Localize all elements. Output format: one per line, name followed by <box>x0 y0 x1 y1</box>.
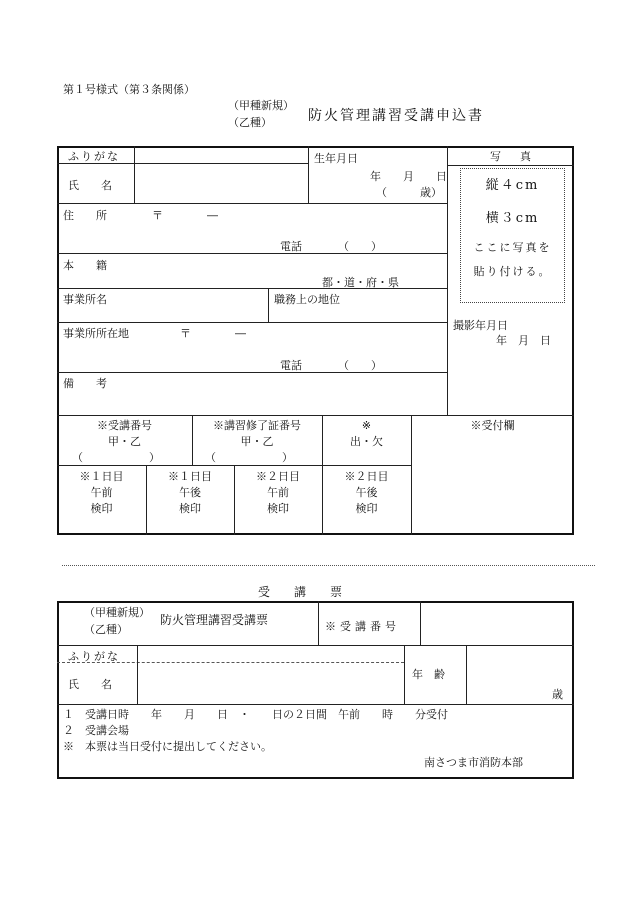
day1-pm-time: 午後 <box>179 486 201 499</box>
ticket-type-otsu: （乙種） <box>84 623 128 636</box>
age-paren: （ 歳） <box>376 186 442 199</box>
day1-am-seal: 検印 <box>90 502 113 515</box>
name-label: 氏 名 <box>68 179 112 192</box>
office-phone-label: 電話 <box>280 359 302 372</box>
ticket-venue-line: ２ 受講会場 <box>63 724 129 737</box>
day1-pm-seal: 検印 <box>179 502 201 515</box>
phone-paren: （ ） <box>338 240 382 253</box>
reg-kotsu: 甲・乙 <box>108 435 141 448</box>
day2-am-seal: 検印 <box>267 502 289 515</box>
reg-paren: （ ） <box>72 451 160 464</box>
attendance-mark: ※ <box>361 419 372 432</box>
cert-kotsu: 甲・乙 <box>240 435 274 448</box>
type-new-label: （甲種新規） <box>228 99 294 112</box>
office-address-label: 事業所所在地 <box>63 327 129 340</box>
type-otsu-label: （乙種） <box>228 116 272 129</box>
address-label: 住 所 <box>63 209 107 222</box>
photo-date-label: 撮影年月日 <box>453 319 508 332</box>
photo-instruction-1: ここに写真を <box>473 241 552 254</box>
cert-paren: （ ） <box>205 451 293 464</box>
ticket-heading: 受 講 票 <box>258 585 343 599</box>
day2-am-title: ※２日目 <box>256 470 300 483</box>
reception-label: ※受付欄 <box>470 419 515 432</box>
postal-mark: 〒 ― <box>152 209 218 222</box>
photo-instruction-2: 貼り付ける。 <box>473 265 552 278</box>
ticket-issuer: 南さつま市消防本部 <box>424 756 523 769</box>
photo-date-ymd: 年 月 日 <box>496 334 551 347</box>
ticket-furigana-label: ふりがな <box>68 650 120 663</box>
ticket-age-unit: 歳 <box>552 688 563 701</box>
honseki-label: 本 籍 <box>63 259 107 272</box>
office-name-label: 事業所名 <box>63 293 107 306</box>
phone-label: 電話 <box>280 240 302 253</box>
prefecture-options: 都・道・府・県 <box>322 276 399 289</box>
day1-am-title: ※１日目 <box>79 470 124 483</box>
day1-am-time: 午前 <box>90 486 113 499</box>
form-title: 防火管理講習受講申込書 <box>308 108 484 124</box>
day1-pm-title: ※１日目 <box>168 470 212 483</box>
day2-am-time: 午前 <box>267 486 289 499</box>
office-postal-mark: 〒 ― <box>180 327 246 340</box>
photo-height: 縦４cm <box>485 178 540 193</box>
photo-title: 写 真 <box>490 150 535 163</box>
ticket-title: 防火管理講習受講票 <box>160 613 269 627</box>
ticket-reg-number-label: ※受講番号 <box>325 620 400 633</box>
reg-number-label: ※受講番号 <box>97 419 152 432</box>
form-number: 第１号様式（第３条関係） <box>63 83 195 96</box>
photo-width: 横３cm <box>485 211 540 226</box>
day2-pm-seal: 検印 <box>355 502 378 515</box>
ticket-note-line: ※ 本票は当日受付に提出してください。 <box>63 740 272 753</box>
day2-pm-time: 午後 <box>355 486 378 499</box>
day2-pm-title: ※２日目 <box>344 470 389 483</box>
birth-ymd: 年 月 日 <box>370 170 447 183</box>
remarks-label: 備 考 <box>63 377 107 390</box>
office-phone-paren: （ ） <box>338 359 382 372</box>
ticket-age-label: 年 齢 <box>412 668 445 681</box>
cut-line <box>62 565 595 566</box>
furigana-label: ふりがな <box>68 150 120 163</box>
birth-label: 生年月日 <box>314 152 358 165</box>
ticket-type-new: （甲種新規） <box>84 606 150 619</box>
cert-number-label: ※講習修了証番号 <box>213 419 301 432</box>
ticket-date-line: １ 受講日時 年 月 日 ・ 日の２日間 午前 時 分受付 <box>63 708 448 721</box>
position-label: 職務上の地位 <box>274 293 340 306</box>
ticket-name-label: 氏 名 <box>68 678 112 691</box>
attendance-label: 出・欠 <box>350 435 383 448</box>
